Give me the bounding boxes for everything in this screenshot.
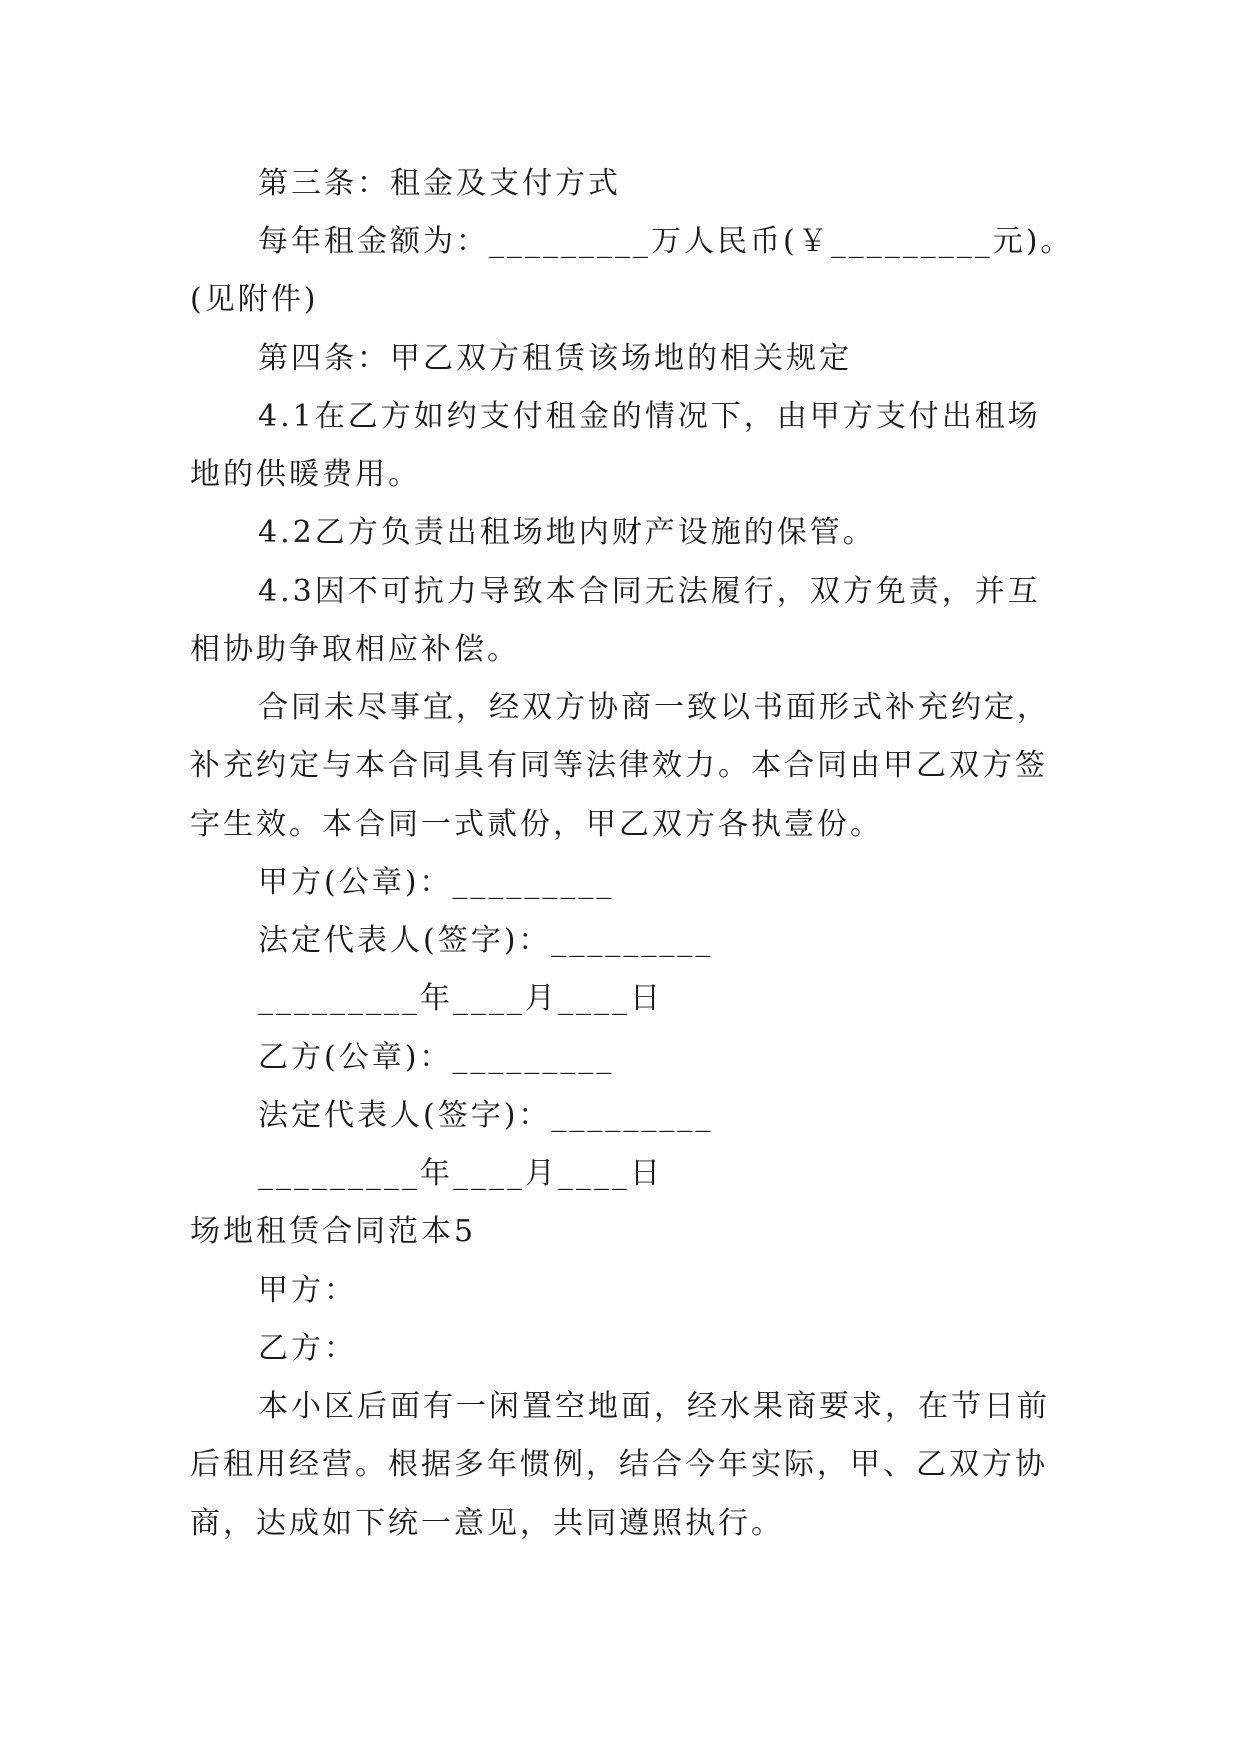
misc-paragraph-line-3: 字生效。本合同一式贰份，甲乙双方各执壹份。 [190,807,883,842]
clause-4-3-line-2: 相协助争取相应补偿。 [190,632,520,667]
misc-paragraph-line-1: 合同未尽事宜，经双方协商一致以书面形式补充约定， [258,690,1050,725]
intro-paragraph-line-3: 商，达成如下统一意见，共同遵照执行。 [190,1506,784,1541]
annual-rent-line: 每年租金额为：_________万人民币(￥_________元)。 [258,224,1074,259]
party-b-label: 乙方： [258,1331,357,1366]
party-b-seal-line: 乙方(公章)：_________ [258,1040,615,1075]
misc-paragraph-line-2: 补充约定与本合同具有同等法律效力。本合同由甲乙双方签 [190,748,1048,783]
intro-paragraph-line-1: 本小区后面有一闲置空地面，经水果商要求，在节日前 [258,1389,1050,1424]
party-a-label: 甲方： [258,1273,357,1308]
see-attachment-note: (见附件) [190,282,319,317]
clause-4-3-line-1: 4.3因不可抗力导致本合同无法履行，双方免责，并互 [258,574,1041,609]
contract-sample-5-title: 场地租赁合同范本5 [190,1214,477,1249]
article-3-heading: 第三条：租金及支付方式 [258,166,621,201]
party-a-seal-line: 甲方(公章)：_________ [258,865,615,900]
clause-4-1-line-1: 4.1在乙方如约支付租金的情况下，由甲方支付出租场 [258,399,1041,434]
intro-paragraph-line-2: 后租用经营。根据多年惯例，结合今年实际，甲、乙双方协 [190,1447,1048,1482]
party-b-representative-line: 法定代表人(签字)：_________ [258,1098,714,1133]
party-a-date-line: _________年____月____日 [258,981,663,1016]
party-b-date-line: _________年____月____日 [258,1156,663,1191]
clause-4-1-line-2: 地的供暖费用。 [190,457,421,492]
article-4-heading: 第四条：甲乙双方租赁该场地的相关规定 [258,341,852,376]
clause-4-2: 4.2乙方负责出租场地内财产设施的保管。 [258,515,876,550]
party-a-representative-line: 法定代表人(签字)：_________ [258,923,714,958]
